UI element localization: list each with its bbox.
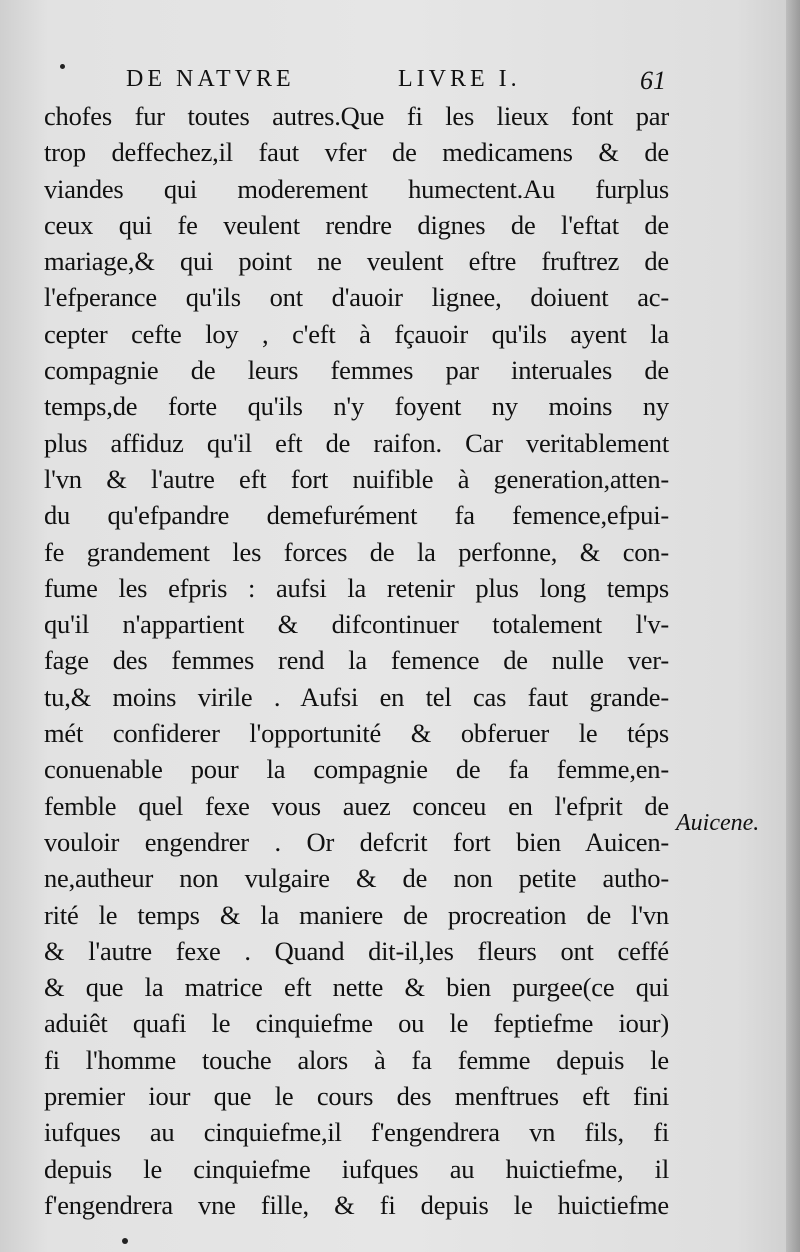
text-line: conuenable pour la compagnie de fa femme,en-	[44, 754, 669, 785]
text-line: iufques au cinquiefme,il f'engendrera vn fils, fi	[44, 1117, 669, 1148]
text-line: & que la matrice eft nette & bien purgee(ce qui	[44, 972, 669, 1003]
text-line: l'vn & l'autre eft fort nuifible à generation,atten-	[44, 463, 669, 494]
text-line: fume les efpris : aufsi la retenir plus long temps	[44, 572, 669, 603]
text-line: cepter cefte loy , c'eft à fçauoir qu'ils ayent la	[44, 318, 669, 349]
text-line: fage des femmes rend la femence de nulle ver-	[44, 645, 669, 676]
text-line: l'efperance qu'ils ont d'auoir lignee, doiuent ac-	[44, 282, 669, 313]
text-line: temps,de forte qu'ils n'y foyent ny moins ny	[44, 391, 669, 422]
text-line: trop deffechez,il faut vfer de medicamens & de	[44, 137, 669, 168]
text-line: & l'autre fexe . Quand dit-il,les fleurs ont ceffé	[44, 935, 669, 966]
text-line: mét confiderer l'opportunité & obferuer le téps	[44, 718, 669, 749]
text-line: viandes qui moderement humectent.Au furplus	[44, 173, 669, 204]
body-text	[44, 98, 669, 1223]
text-line: plus affiduz qu'il eft de raifon. Car veritablement	[44, 427, 669, 458]
text-line: mariage,& qui point ne veulent eftre fruftrez de	[44, 246, 669, 277]
text-line: ceux qui fe veulent rendre dignes de l'eftat de	[44, 209, 669, 240]
text-line: compagnie de leurs femmes par interuales de	[44, 355, 669, 386]
page-number: 61	[640, 66, 666, 95]
text-line: fi l'homme touche alors à fa femme depuis le	[44, 1044, 669, 1075]
ink-speck	[122, 1238, 128, 1244]
book-number: LIVRE I.	[398, 66, 521, 92]
page-edge	[786, 0, 800, 1252]
running-header	[96, 66, 666, 100]
text-line: du qu'efpandre demefurément fa femence,efpui-	[44, 500, 669, 531]
text-line: premier iour que le cours des menftrues eft fini	[44, 1081, 669, 1112]
text-line: fe grandement les forces de la perfonne, & con-	[44, 536, 669, 567]
text-line: tu,& moins virile . Aufsi en tel cas faut grande-	[44, 681, 669, 712]
ink-speck	[60, 64, 65, 69]
running-title: DE NATVRE	[126, 66, 295, 92]
margin-note: Auicene.	[676, 810, 760, 836]
text-line: rité le temps & la maniere de procreation de l'vn	[44, 899, 669, 930]
text-line: ne,autheur non vulgaire & de non petite autho-	[44, 863, 669, 894]
text-line: f'engendrera vne fille, & fi depuis le huictiefme	[44, 1189, 669, 1220]
text-line: femble quel fexe vous auez conceu en l'efprit de	[44, 790, 669, 821]
text-line: qu'il n'appartient & difcontinuer totalement l'v-	[44, 609, 669, 640]
text-line: depuis le cinquiefme iufques au huictiefme, il	[44, 1153, 669, 1184]
text-line: chofes fur toutes autres.Que fi les lieux font par	[44, 101, 669, 131]
text-line: vouloir engendrer . Or defcrit fort bien Auicen-	[44, 826, 669, 857]
text-line: aduiêt quafi le cinquiefme ou le feptiefme iour)	[44, 1008, 669, 1039]
